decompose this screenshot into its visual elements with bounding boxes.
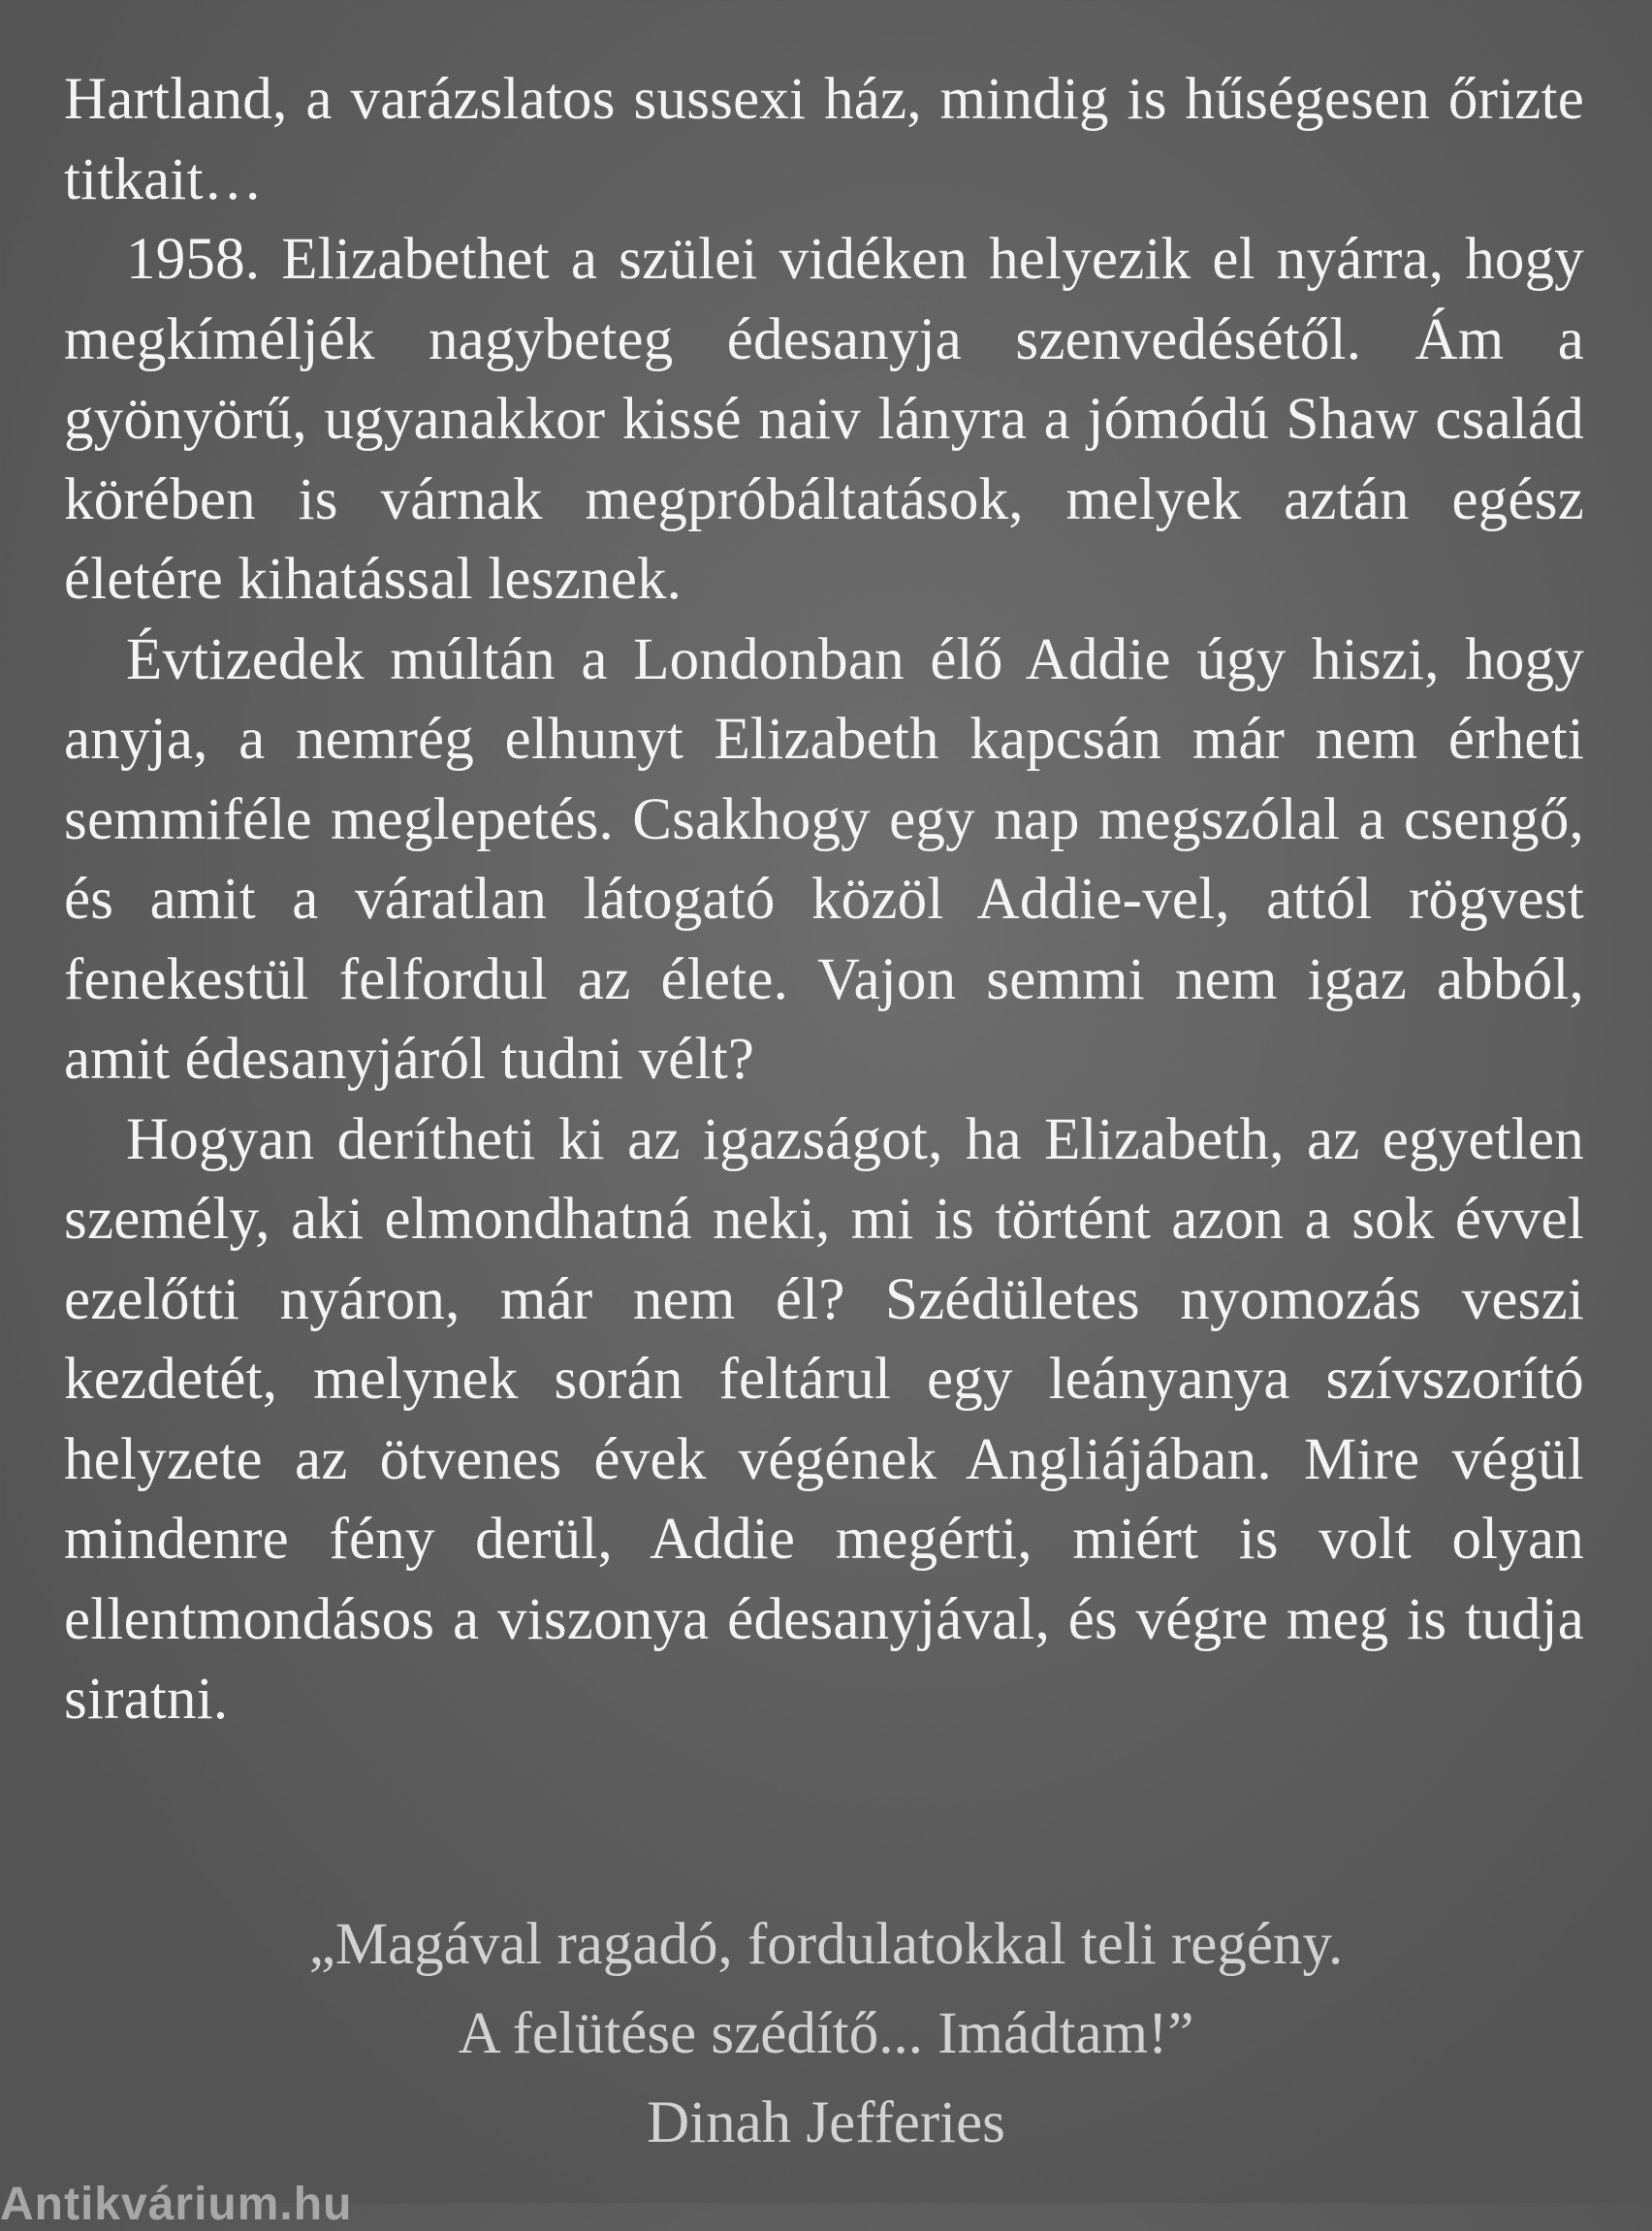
quote-line-1: „Magával ragadó, fordulatokkal teli regény. — [308, 1912, 1344, 1977]
book-blurb — [64, 60, 1584, 1740]
blurb-paragraph-2: 1958. Elizabethet a szülei vidéken helyezik el nyárra, hogy megkíméljék nagybeteg édesanyja szenvedésétől. Ám a gyönyörű, ugyanakkor kissé naiv lányra a jómódú Shaw család körében is várnak megpróbáltatások, melyek aztán egész életére kihatással lesznek. — [64, 227, 1584, 612]
blurb-paragraph-1: Hartland, a varázslatos sussexi ház, mindig is hűségesen őrizte titkait… — [64, 67, 1584, 212]
quote-author: Dinah Jefferies — [647, 2090, 1005, 2155]
blurb-paragraph-3: Évtizedek múltán a Londonban élő Addie úgy hiszi, hogy anyja, a nemrég elhunyt Elizabeth kapcsán már nem érheti semmiféle meglepetés. Csakhogy egy nap megszólal a csengő, és amit a váratlan látogató közöl Addie-vel, attól rögvest fenekestül felfordul az élete. Vajon semmi nem igaz abból, amit édesanyjáról tudni vélt? — [64, 626, 1584, 1092]
blurb-paragraph-4: Hogyan derítheti ki az igazságot, ha Elizabeth, az egyetlen személy, aki elmondhatná neki, mi is történt azon a sok évvel ezelőtti nyáron, már nem él? Szédületes nyomozás veszi kezdetét, melynek során feltárul egy leányanya szívszorító helyzete az ötvenes évek végének Angliájában. Mire végül mindenre fény derül, Addie megérti, miért is volt olyan ellentmondásos a viszonya édesanyjával, és végre meg is tudja siratni. — [64, 1106, 1584, 1732]
review-quote — [0, 1900, 1652, 2168]
watermark: Antikvárium.hu — [0, 2179, 353, 2230]
quote-line-2: A felütése szédítő... Imádtam!” — [458, 2001, 1194, 2066]
